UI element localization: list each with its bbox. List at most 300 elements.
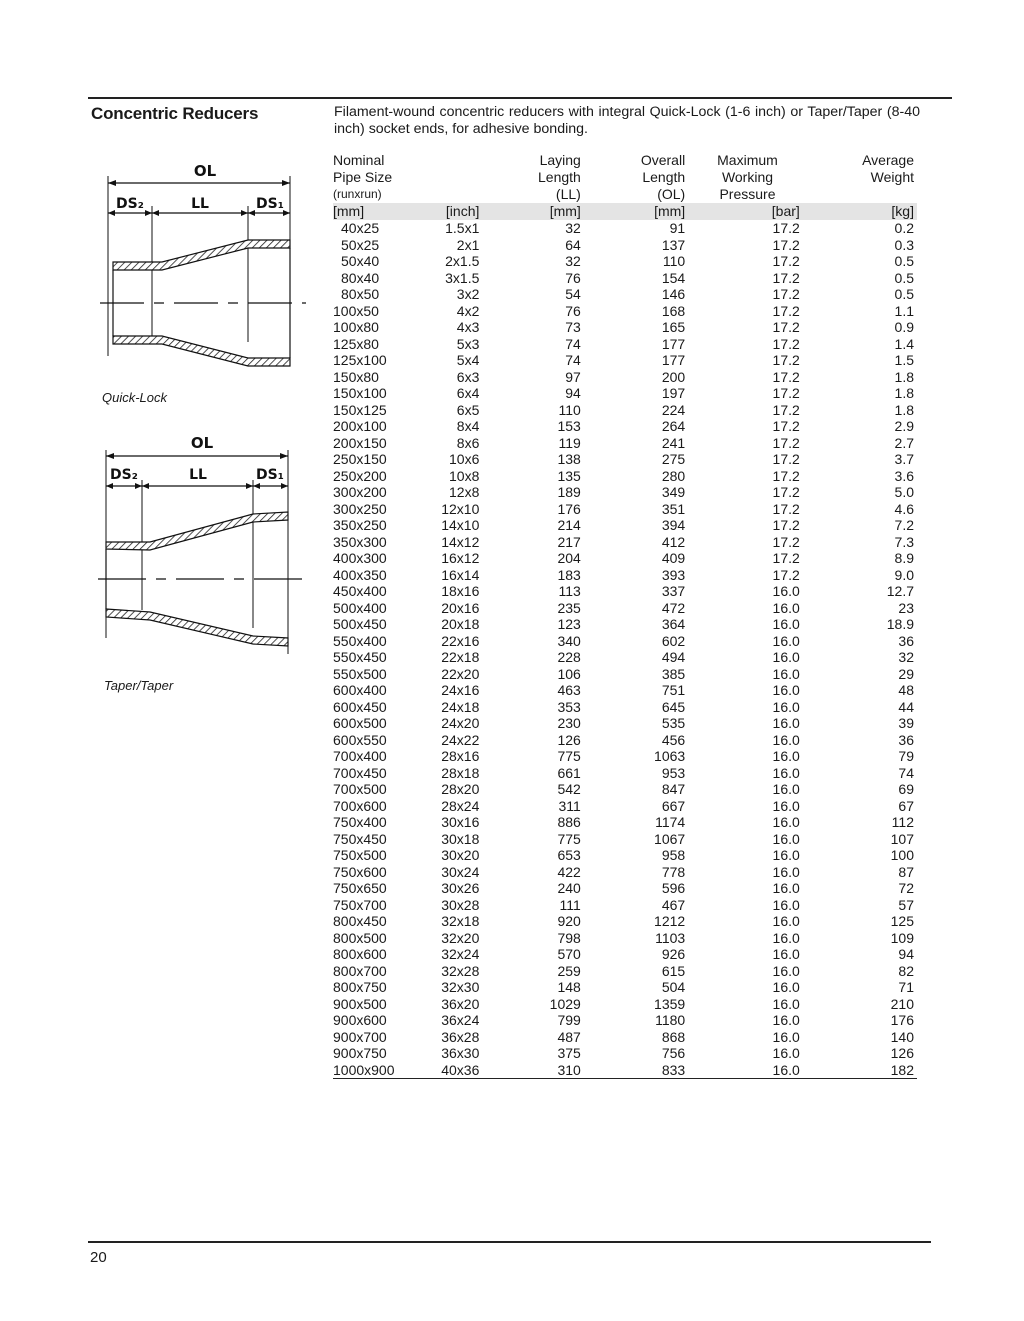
cell-laying-length: 106 (557, 665, 581, 682)
cell-overall-length: 137 (661, 236, 686, 253)
cell-avg-weight: 7.2 (894, 517, 914, 533)
table-row (333, 583, 917, 600)
cell-overall-length: 615 (661, 962, 686, 979)
cell-max-pressure: 17.2 (772, 269, 800, 286)
cell-nominal-mm: 750x500 (333, 847, 387, 863)
cell-overall-length: 467 (661, 896, 686, 913)
quick-lock-caption: Quick-Lock (102, 390, 168, 405)
cell-nominal-inch: 36x28 (441, 1028, 480, 1045)
cell-avg-weight: 3.6 (894, 467, 914, 484)
cell-laying-length: 353 (557, 698, 581, 715)
cell-overall-length: 177 (661, 352, 686, 368)
cell-overall-length: 868 (661, 1028, 686, 1045)
cell-overall-length: 756 (661, 1045, 686, 1061)
table-row (333, 600, 917, 617)
bottom-rule (88, 1241, 931, 1243)
cell-max-pressure: 16.0 (772, 962, 800, 979)
header-runxrun: (runxrun) (333, 187, 382, 201)
cell-nominal-mm: 750x400 (333, 814, 387, 830)
cell-max-pressure: 17.2 (772, 385, 800, 401)
cell-avg-weight: 3.7 (894, 451, 914, 467)
cell-laying-length: 228 (557, 649, 581, 665)
cell-nominal-inch: 30x24 (441, 863, 480, 880)
cell-nominal-inch: 3x1.5 (445, 269, 480, 286)
cell-overall-length: 200 (661, 368, 686, 385)
cell-nominal-mm: 1000x900 (333, 1062, 421, 1079)
cell-nominal-mm: 500x450 (333, 616, 387, 632)
cell-nominal-inch: 30x18 (441, 830, 480, 847)
cell-laying-length: 259 (557, 962, 581, 979)
cell-avg-weight: 9.0 (894, 566, 914, 583)
cell-nominal-mm: 150x100 (333, 385, 387, 401)
cell-nominal-inch: 22x16 (441, 632, 480, 649)
cell-overall-length: 1174 (655, 814, 686, 830)
cell-avg-weight: 1.4 (894, 335, 914, 352)
cell-laying-length: 189 (557, 484, 581, 500)
cell-overall-length: 602 (661, 632, 686, 649)
cell-laying-length: 32 (565, 253, 581, 269)
cell-overall-length: 364 (661, 616, 686, 632)
cell-overall-length: 926 (661, 946, 686, 962)
cell-max-pressure: 16.0 (772, 995, 800, 1012)
table-row (333, 963, 917, 980)
unit-cell: [kg] (800, 203, 917, 220)
cell-nominal-mm: 600x400 (333, 682, 387, 698)
table-row (333, 732, 917, 749)
cell-laying-length: 235 (557, 599, 581, 616)
cell-avg-weight: 12.7 (886, 583, 914, 599)
cell-nominal-mm: 200x100 (333, 418, 387, 434)
table-row (333, 501, 917, 518)
cell-overall-length: 409 (661, 550, 686, 566)
cell-laying-length: 110 (558, 401, 581, 418)
cell-overall-length: 197 (661, 385, 686, 401)
table-row (333, 1045, 917, 1062)
cell-laying-length: 176 (557, 500, 581, 517)
header-nominal: Nominal (333, 152, 385, 168)
cell-avg-weight: 29 (898, 665, 914, 682)
cell-nominal-mm: 900x500 (333, 995, 387, 1012)
table-row (333, 666, 917, 683)
cell-nominal-inch: 16x14 (441, 566, 480, 583)
cell-nominal-inch: 10x8 (449, 467, 480, 484)
table-row (333, 418, 917, 435)
cell-max-pressure: 17.2 (772, 566, 800, 583)
cell-max-pressure: 17.2 (772, 220, 800, 236)
cell-nominal-inch: 6x5 (456, 401, 480, 418)
cell-nominal-inch: 4x2 (456, 302, 480, 319)
table-row (333, 1029, 917, 1046)
cell-max-pressure: 16.0 (772, 616, 800, 632)
cell-avg-weight: 1.8 (894, 401, 914, 418)
cell-max-pressure: 16.0 (772, 863, 800, 880)
cell-nominal-inch: 3x2 (456, 286, 480, 302)
cell-nominal-inch: 6x4 (456, 385, 480, 401)
cell-max-pressure: 17.2 (772, 467, 800, 484)
cell-overall-length: 847 (661, 781, 686, 797)
table-row (333, 682, 917, 699)
header-ll: (LL) (555, 186, 581, 202)
cell-nominal-inch: 5x3 (456, 335, 480, 352)
cell-nominal-mm: 700x500 (333, 781, 387, 797)
cell-nominal-inch: 28x18 (441, 764, 480, 781)
cell-nominal-mm: 150x125 (333, 401, 387, 418)
cell-nominal-mm: 600x450 (333, 698, 387, 715)
cell-max-pressure: 16.0 (772, 781, 800, 797)
cell-nominal-mm: 900x700 (333, 1028, 387, 1045)
cell-nominal-mm: 800x600 (333, 946, 387, 962)
cell-overall-length: 833 (581, 1062, 685, 1079)
cell-laying-length: 148 (557, 979, 581, 995)
cell-nominal-inch: 8x4 (456, 418, 480, 434)
table-row (333, 715, 917, 732)
cell-nominal-mm: 800x450 (333, 913, 387, 929)
cell-max-pressure: 16.0 (772, 880, 800, 896)
cell-laying-length: 542 (557, 781, 581, 797)
cell-avg-weight: 109 (890, 929, 914, 946)
table-row (333, 286, 917, 303)
table-row (333, 484, 917, 501)
taper-caption: Taper/Taper (104, 678, 174, 693)
ll-label: LL (191, 196, 209, 212)
cell-laying-length: 230 (557, 715, 581, 731)
cell-avg-weight: 69 (898, 781, 914, 797)
cell-nominal-inch: 30x26 (441, 880, 480, 896)
table-row (333, 616, 917, 633)
cell-nominal-mm: 500x400 (333, 599, 387, 616)
cell-max-pressure: 16.0 (772, 665, 800, 682)
cell-nominal-mm: 50x40 (341, 253, 380, 269)
cell-overall-length: 778 (661, 863, 686, 880)
table-row (333, 468, 917, 485)
header-pipe-size: Pipe Size (333, 169, 393, 185)
cell-nominal-mm: 750x450 (333, 830, 387, 847)
cell-nominal-inch: 32x20 (441, 929, 480, 946)
cell-overall-length: 1063 (654, 748, 686, 764)
cell-nominal-inch: 12x8 (449, 484, 480, 500)
cell-avg-weight: 176 (890, 1012, 914, 1028)
table-row (333, 336, 917, 353)
cell-avg-weight: 79 (898, 748, 914, 764)
cell-laying-length: 126 (557, 731, 581, 748)
cell-overall-length: 456 (661, 731, 686, 748)
cell-overall-length: 1212 (654, 913, 686, 929)
cell-nominal-inch: 30x20 (441, 847, 480, 863)
header-weight: Weight (870, 169, 914, 185)
table-row (333, 880, 917, 897)
cell-avg-weight: 1.5 (894, 352, 914, 368)
section-title: Concentric Reducers (91, 104, 259, 123)
cell-max-pressure: 17.2 (772, 500, 800, 517)
cell-overall-length: 351 (661, 500, 686, 517)
ds2-label: DS₂ (110, 467, 138, 483)
cell-avg-weight: 67 (898, 797, 914, 814)
cell-laying-length: 64 (565, 236, 581, 253)
cell-max-pressure: 16.0 (772, 979, 800, 995)
table-row (333, 798, 917, 815)
cell-laying-length: 183 (557, 566, 581, 583)
cell-nominal-inch: 20x16 (441, 599, 480, 616)
cell-nominal-mm: 150x80 (333, 368, 379, 385)
table-row (333, 352, 917, 369)
table-row (333, 847, 917, 864)
header-row-3 (333, 186, 917, 203)
cell-max-pressure: 16.0 (772, 896, 800, 913)
header-blank (421, 152, 479, 169)
cell-nominal-mm: 100x50 (333, 302, 379, 319)
cell-max-pressure: 16.0 (772, 698, 800, 715)
cell-overall-length: 110 (662, 253, 686, 269)
cell-laying-length: 799 (557, 1012, 581, 1028)
unit-cell: [mm] (333, 203, 421, 220)
cell-avg-weight: 140 (890, 1028, 914, 1045)
cell-nominal-inch: 4x3 (456, 319, 480, 335)
cell-nominal-mm: 750x700 (333, 896, 387, 913)
cell-nominal-mm: 600x500 (333, 715, 387, 731)
cell-avg-weight: 1.8 (894, 385, 914, 401)
cell-nominal-inch: 24x16 (441, 682, 480, 698)
cell-nominal-mm: 750x650 (333, 880, 387, 896)
table-row (333, 814, 917, 831)
cell-avg-weight: 48 (898, 682, 914, 698)
cell-nominal-mm: 50x25 (341, 236, 380, 253)
cell-overall-length: 393 (661, 566, 686, 583)
cell-overall-length: 953 (661, 764, 686, 781)
table-row (333, 517, 917, 534)
cell-avg-weight: 0.9 (894, 319, 914, 335)
unit-cell: [mm] (479, 203, 580, 220)
cell-overall-length: 1067 (654, 830, 686, 847)
cell-nominal-mm: 350x300 (333, 533, 387, 550)
cell-max-pressure: 16.0 (772, 764, 800, 781)
cell-overall-length: 154 (661, 269, 686, 286)
cell-overall-length: 91 (669, 220, 686, 236)
cell-avg-weight: 57 (898, 896, 914, 913)
cell-avg-weight: 87 (898, 863, 914, 880)
cell-nominal-mm: 200x150 (333, 434, 387, 451)
cell-nominal-mm: 900x750 (333, 1045, 387, 1061)
units-row (333, 203, 917, 220)
cell-max-pressure: 17.2 (772, 550, 800, 566)
cell-nominal-mm: 550x500 (333, 665, 387, 682)
cell-max-pressure: 16.0 (772, 649, 800, 665)
cell-overall-length: 394 (661, 517, 686, 533)
cell-nominal-inch: 10x6 (449, 451, 480, 467)
cell-nominal-inch: 12x10 (441, 500, 480, 517)
cell-nominal-inch: 18x16 (441, 583, 480, 599)
cell-max-pressure: 16.0 (772, 847, 800, 863)
cell-avg-weight: 0.5 (894, 253, 914, 269)
quick-lock-diagram (100, 152, 308, 382)
cell-max-pressure: 16.0 (772, 748, 800, 764)
header-row-2 (333, 169, 917, 186)
cell-laying-length: 135 (557, 467, 581, 484)
cell-max-pressure: 16.0 (772, 929, 800, 946)
cell-overall-length: 667 (661, 797, 686, 814)
table-row (333, 303, 917, 320)
cell-avg-weight: 0.2 (894, 220, 914, 236)
cell-nominal-inch: 36x24 (441, 1012, 480, 1028)
unit-cell: [mm] (581, 203, 685, 220)
cell-nominal-inch: 36x20 (441, 995, 480, 1012)
cell-laying-length: 32 (565, 220, 581, 236)
ol-label: OL (193, 162, 217, 180)
cell-laying-length: 570 (557, 946, 581, 962)
cell-laying-length: 76 (565, 269, 581, 286)
cell-overall-length: 1359 (654, 995, 686, 1012)
cell-laying-length: 76 (565, 302, 581, 319)
cell-nominal-inch: 24x18 (441, 698, 480, 715)
cell-max-pressure: 16.0 (772, 946, 800, 962)
cell-nominal-mm: 125x100 (333, 352, 387, 368)
ol-label: OL (190, 434, 214, 452)
cell-nominal-mm: 300x250 (333, 500, 387, 517)
cell-max-pressure: 17.2 (772, 484, 800, 500)
cell-laying-length: 340 (557, 632, 581, 649)
cell-max-pressure: 16.0 (772, 913, 800, 929)
cell-laying-length: 775 (557, 748, 581, 764)
cell-overall-length: 337 (661, 583, 686, 599)
page-number: 20 (90, 1249, 107, 1266)
ll-label: LL (189, 467, 207, 483)
table-row (333, 649, 917, 666)
cell-laying-length: 94 (565, 385, 581, 401)
cell-nominal-inch: 36x30 (441, 1045, 480, 1061)
unit-cell: [inch] (421, 203, 479, 220)
cell-avg-weight: 1.1 (894, 302, 914, 319)
cell-avg-weight: 2.9 (894, 418, 914, 434)
cell-laying-length: 775 (557, 830, 581, 847)
cell-max-pressure: 16.0 (772, 632, 800, 649)
table-row (333, 319, 917, 336)
cell-max-pressure: 16.0 (772, 1028, 800, 1045)
cell-nominal-inch: 14x12 (441, 533, 480, 550)
cell-laying-length: 311 (558, 797, 581, 814)
cell-max-pressure: 17.2 (772, 302, 800, 319)
header-working: Working (721, 169, 774, 185)
ds1-label: DS₁ (256, 467, 284, 483)
cell-nominal-inch: 14x10 (441, 517, 480, 533)
cell-overall-length: 472 (661, 599, 686, 616)
cell-avg-weight: 5.0 (894, 484, 914, 500)
header-blank (421, 186, 479, 203)
cell-nominal-mm: 100x80 (333, 319, 379, 335)
table-row (333, 253, 917, 270)
cell-nominal-inch: 22x20 (441, 665, 480, 682)
cell-overall-length: 645 (661, 698, 686, 715)
cell-nominal-mm: 80x50 (341, 286, 380, 302)
cell-avg-weight: 71 (898, 979, 914, 995)
header-ol: (OL) (657, 186, 686, 202)
table-row (333, 270, 917, 287)
cell-nominal-inch: 24x22 (441, 731, 480, 748)
cell-overall-length: 1180 (655, 1012, 686, 1028)
cell-overall-length: 146 (661, 286, 686, 302)
cell-avg-weight: 82 (898, 962, 914, 979)
cell-laying-length: 123 (557, 616, 581, 632)
cell-nominal-inch: 28x16 (441, 748, 480, 764)
cell-nominal-inch: 20x18 (441, 616, 480, 632)
cell-max-pressure: 16.0 (772, 814, 800, 830)
cell-avg-weight: 7.3 (894, 533, 914, 550)
cell-laying-length: 422 (557, 863, 581, 880)
cell-nominal-inch: 8x6 (456, 434, 480, 451)
header-average: Average (862, 152, 914, 168)
cell-nominal-mm: 450x400 (333, 583, 387, 599)
cell-max-pressure: 17.2 (772, 286, 800, 302)
table-row (333, 369, 917, 386)
cell-laying-length: 487 (557, 1028, 581, 1045)
cell-nominal-mm: 250x200 (333, 467, 387, 484)
table-row (333, 996, 917, 1013)
cell-max-pressure: 17.2 (772, 451, 800, 467)
cell-avg-weight: 44 (898, 698, 914, 715)
cell-laying-length: 240 (557, 880, 581, 896)
cell-avg-weight: 100 (890, 847, 914, 863)
cell-max-pressure: 16.0 (772, 599, 800, 616)
cell-nominal-inch: 1.5x1 (445, 220, 480, 236)
table-body (333, 152, 917, 1079)
cell-max-pressure: 17.2 (772, 434, 800, 451)
cell-max-pressure: 16.0 (772, 715, 800, 731)
cell-avg-weight: 112 (891, 814, 914, 830)
cell-nominal-inch: 28x24 (441, 797, 480, 814)
cell-avg-weight: 94 (898, 946, 914, 962)
cell-nominal-inch: 30x16 (441, 814, 480, 830)
table-row (333, 979, 917, 996)
table-row (333, 930, 917, 947)
cell-laying-length: 54 (565, 286, 581, 302)
cell-avg-weight: 125 (890, 913, 914, 929)
table-row (333, 1012, 917, 1029)
cell-nominal-inch: 6x3 (456, 368, 480, 385)
table-row (333, 781, 917, 798)
cell-laying-length: 214 (557, 517, 581, 533)
cell-avg-weight: 0.3 (894, 236, 914, 253)
table-row (333, 220, 917, 237)
cell-overall-length: 385 (661, 665, 686, 682)
cell-avg-weight: 126 (890, 1045, 914, 1061)
cell-max-pressure: 17.2 (772, 401, 800, 418)
cell-nominal-inch: 32x24 (441, 946, 480, 962)
cell-avg-weight: 32 (898, 649, 914, 665)
cell-avg-weight: 107 (890, 830, 914, 847)
cell-laying-length: 74 (565, 352, 581, 368)
cell-laying-length: 1029 (549, 995, 581, 1012)
cell-nominal-mm: 80x40 (341, 269, 380, 286)
cell-laying-length: 74 (565, 335, 581, 352)
cell-overall-length: 275 (661, 451, 686, 467)
cell-laying-length: 138 (557, 451, 581, 467)
cell-laying-length: 204 (557, 550, 581, 566)
cell-nominal-mm: 700x400 (333, 748, 387, 764)
cell-overall-length: 165 (661, 319, 686, 335)
table-row (333, 435, 917, 452)
cell-max-pressure: 16.0 (685, 1062, 800, 1079)
cell-nominal-mm: 350x250 (333, 517, 387, 533)
cell-overall-length: 224 (661, 401, 686, 418)
table-row (333, 765, 917, 782)
table-row (333, 897, 917, 914)
cell-overall-length: 504 (661, 979, 686, 995)
table-row (333, 748, 917, 765)
cell-max-pressure: 17.2 (772, 368, 800, 385)
cell-nominal-mm: 700x600 (333, 797, 387, 814)
cell-nominal-inch: 40x36 (421, 1062, 479, 1079)
cell-max-pressure: 17.2 (772, 418, 800, 434)
cell-laying-length: 310 (479, 1062, 580, 1079)
cell-max-pressure: 16.0 (772, 797, 800, 814)
